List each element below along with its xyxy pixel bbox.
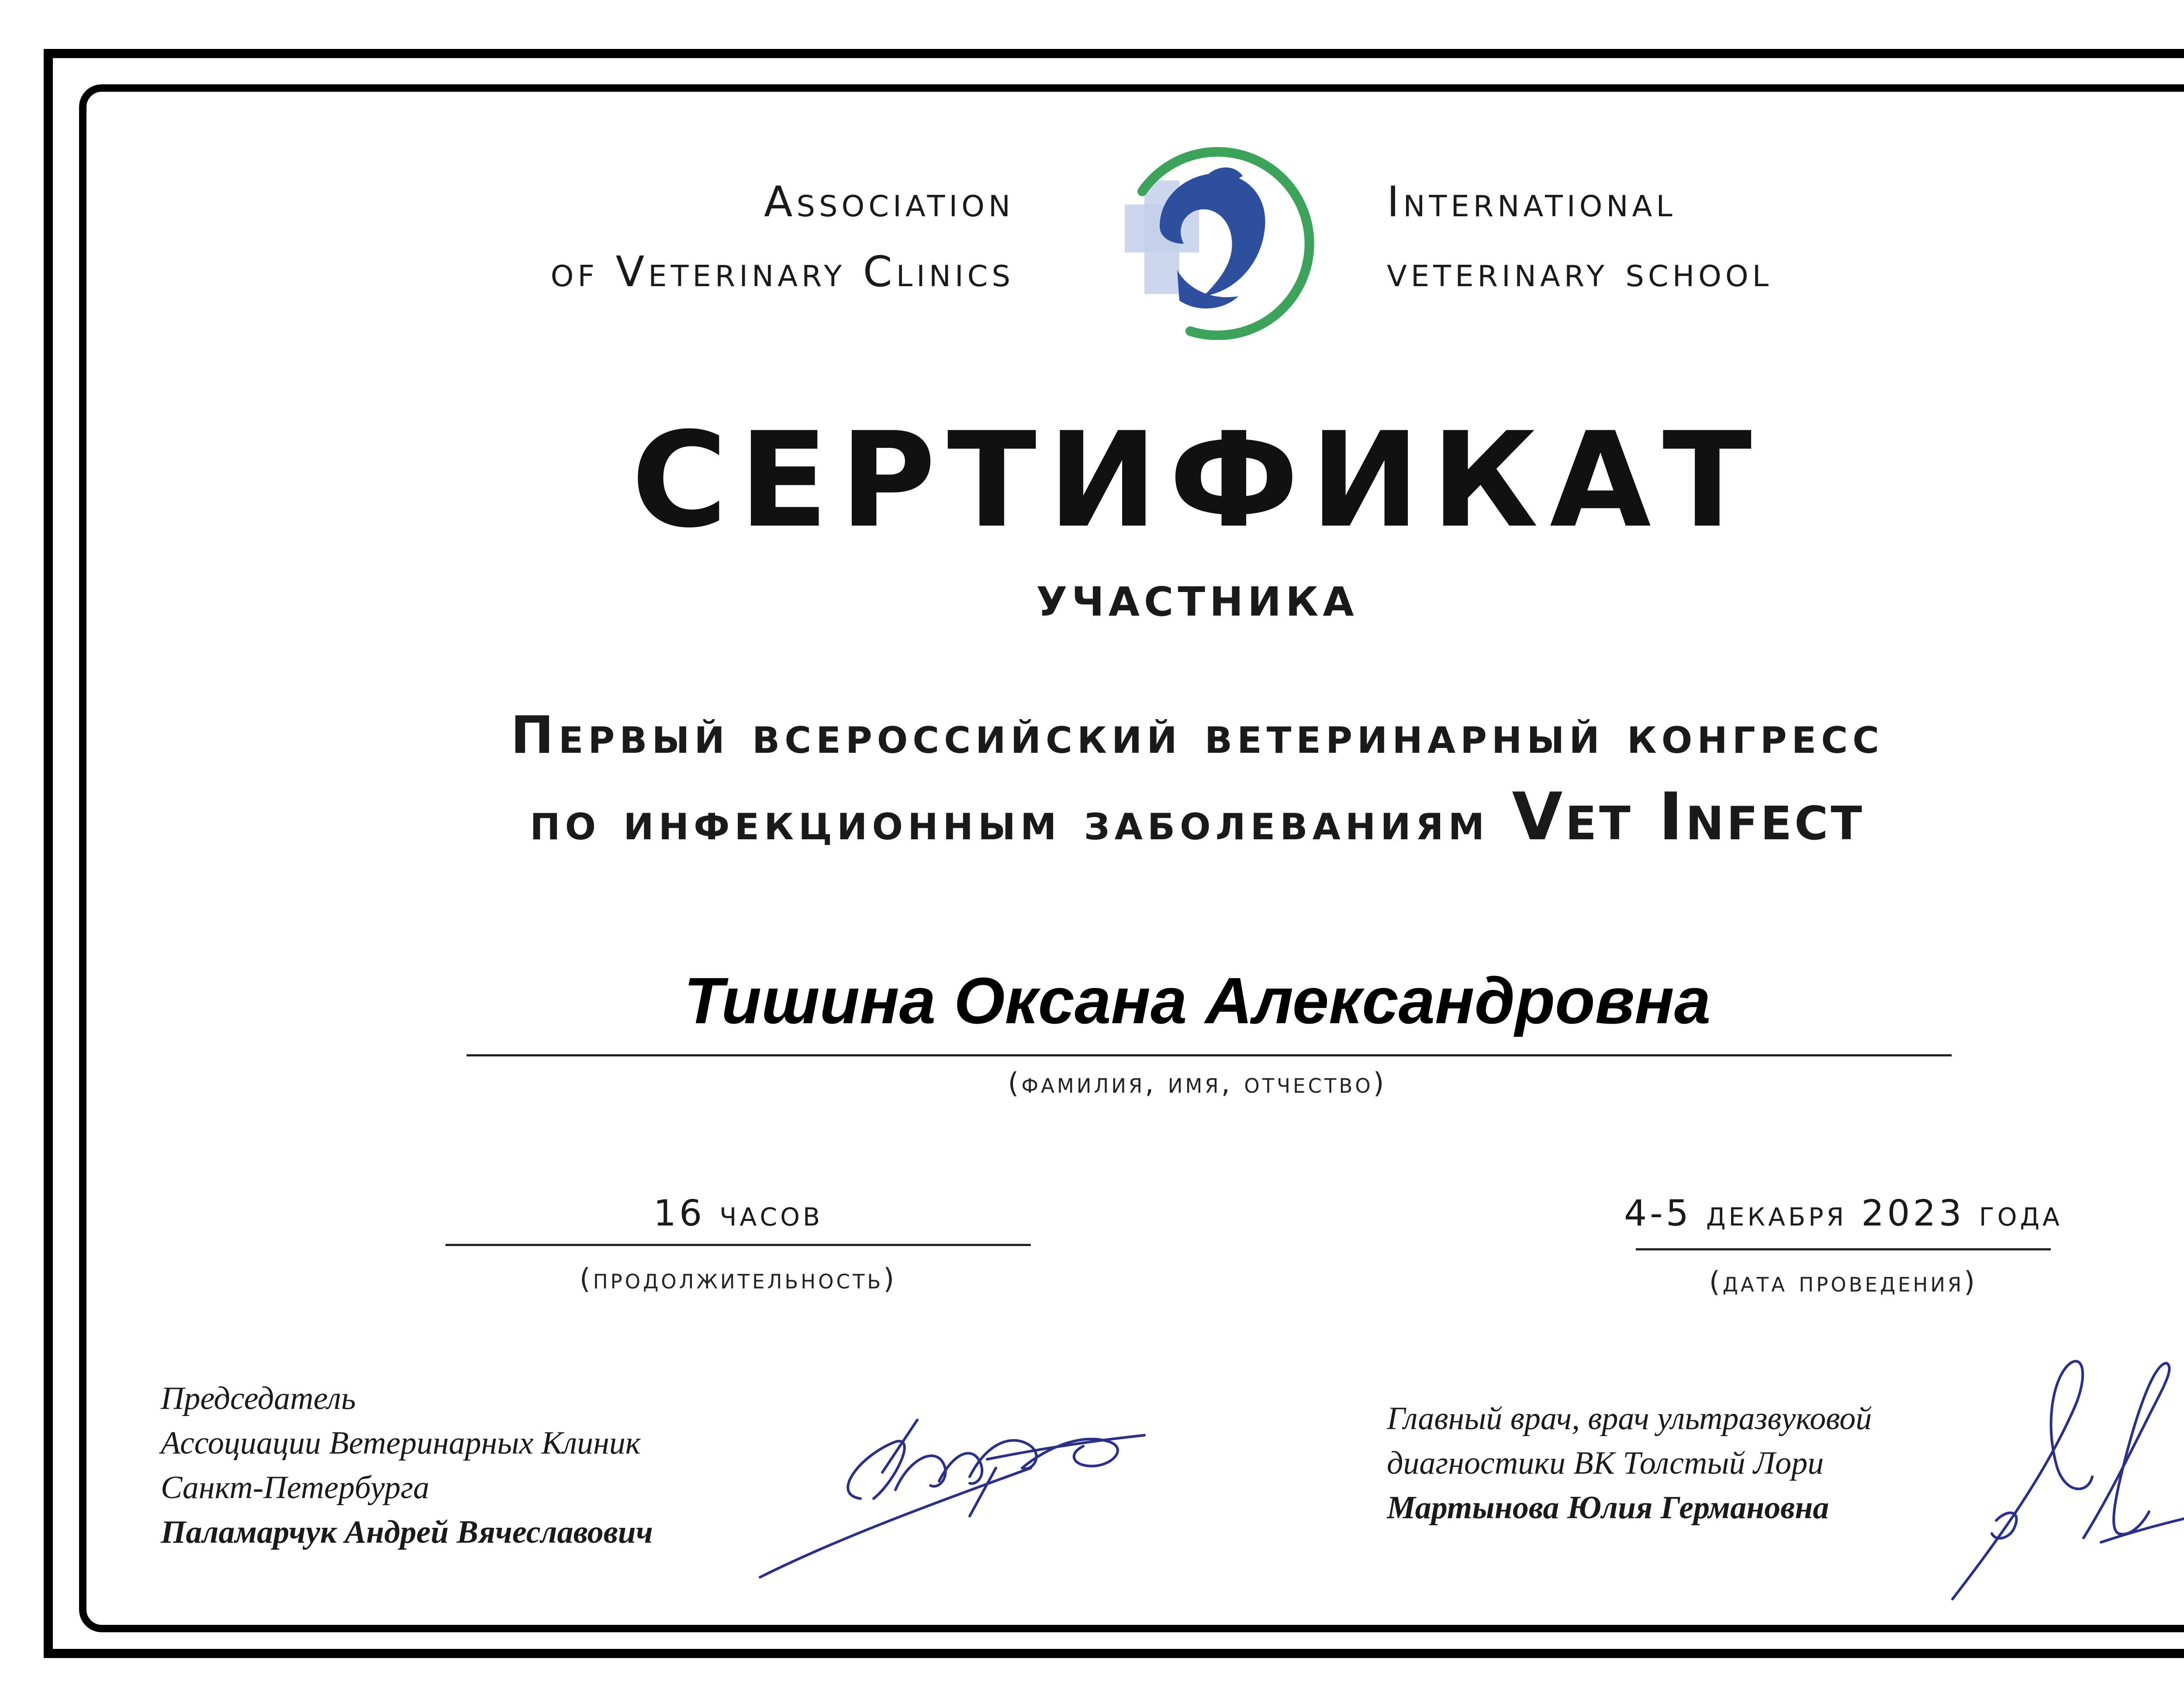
right-signer-role-line-1: Главный врач, врач ультразвуковой xyxy=(1387,1401,1872,1437)
event-brand: Vet Infect xyxy=(1512,779,1865,855)
left-signer-role-line-1: Председатель xyxy=(161,1381,356,1416)
veterinary-association-logo xyxy=(1094,139,1321,340)
left-signer-role-line-3: Санкт-Петербурга xyxy=(161,1470,429,1506)
left-signer-name: Паламарчук Андрей Вячеславович xyxy=(161,1514,653,1550)
left-signer-block xyxy=(161,1376,653,1555)
school-name xyxy=(1387,167,1773,307)
association-name xyxy=(551,167,1014,307)
event-title-line-1: Первый всероссийский ветеринарный конгресс xyxy=(510,705,1884,765)
right-signer-block xyxy=(1387,1396,1872,1530)
participant-name: Тишина Оксана Александровна xyxy=(684,964,1711,1037)
name-underline xyxy=(467,1054,1952,1056)
event-date-value: 4-5 декабря 2023 года xyxy=(1624,1193,2063,1234)
event-title xyxy=(0,694,2184,862)
date-caption: (дата проведения) xyxy=(1709,1266,1978,1298)
left-signature xyxy=(751,1394,1197,1586)
duration-underline xyxy=(446,1244,1031,1246)
certificate-subtitle: УЧАСТНИКА xyxy=(1036,578,1358,625)
association-name-line-2: of Veterinary Clinics xyxy=(550,247,1014,296)
association-name-line-1: Association xyxy=(764,177,1014,226)
right-signer-name: Мартынова Юлия Германовна xyxy=(1387,1490,1829,1526)
event-title-line-2 xyxy=(0,776,2184,862)
right-signature xyxy=(1944,1337,2184,1608)
certificate-title: СЕРТИФИКАТ xyxy=(631,404,1763,557)
duration-value: 16 часов xyxy=(653,1193,823,1234)
school-name-line-1: International xyxy=(1387,177,1676,226)
duration-caption: (продолжительность) xyxy=(579,1263,897,1295)
right-signer-role-line-2: диагностики ВК Толстый Лори xyxy=(1387,1445,1824,1481)
school-name-line-2: veterinary school xyxy=(1387,247,1773,296)
date-underline xyxy=(1636,1248,2051,1250)
name-caption: (фамилия, имя, отчество) xyxy=(1008,1067,1387,1100)
event-title-line-2-text: по инфекционным заболеваниям xyxy=(530,791,1489,852)
left-signer-role-line-2: Ассоциации Ветеринарных Клиник xyxy=(161,1425,641,1461)
